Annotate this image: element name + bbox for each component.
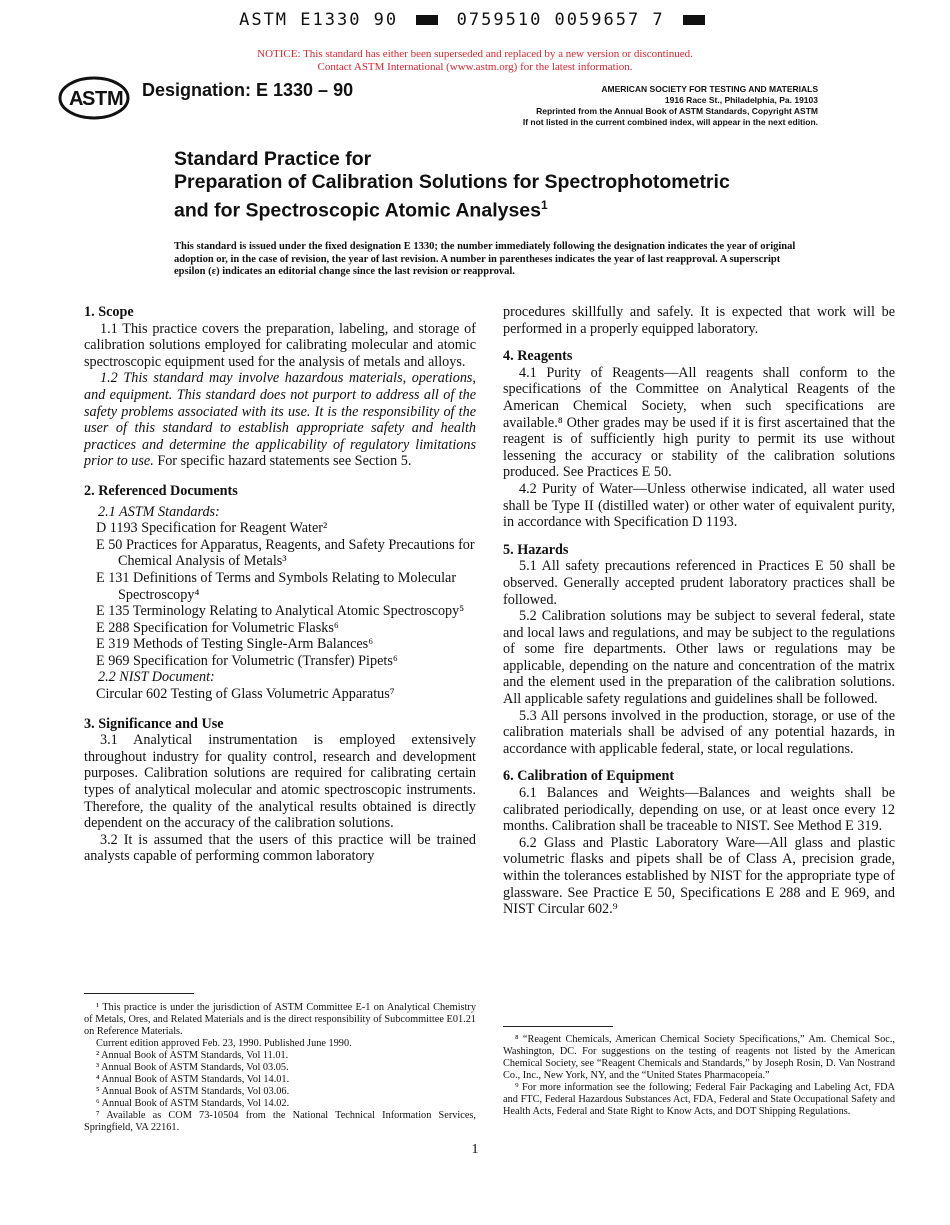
section-heading: 2. Referenced Documents <box>84 482 238 499</box>
footnote: ⁶ Annual Book of ASTM Standards, Vol 14.02. <box>96 1098 290 1109</box>
paragraph: 3.1 Analytical instrumentation is employed extensively throughout industry for quality control, research and development purposes. Calibration solutions are required for calibrating certain types of analytical molecular and atomic spectroscopic instruments. Therefore, the quality of the analytical results obtained is directly dependent on the accuracy of the calibration solutions. <box>84 732 476 832</box>
title-footnote-mark: 1 <box>541 198 548 212</box>
paragraph: 4.1 Purity of Reagents—All reagents shall conform to the specifications of the Committee on Analytical Reagents of the American Chemical Society, when such specifications are available.⁸ Other grades may be used if it is first ascertained that the reagent is of sufficiently high purity to permit its use without lessening the accuracy or stability of the calibration solutions produced. See Practices E 50. <box>503 364 895 481</box>
subsection-heading-text: 2.1 ASTM Standards: <box>98 503 220 520</box>
reference-item: D 1193 Specification for Reagent Water² <box>96 520 328 537</box>
footnote: ⁵ Annual Book of ASTM Standards, Vol 03.06. <box>96 1086 290 1097</box>
safety-paragraph <box>84 370 476 470</box>
footnote: ² Annual Book of ASTM Standards, Vol 11.01. <box>96 1050 289 1061</box>
title-line-1: Standard Practice for <box>174 148 372 170</box>
document-code-line <box>0 10 950 30</box>
reference-item: E 135 Terminology Relating to Analytical Atomic Spectroscopy⁵ <box>96 603 465 620</box>
svg-text:S: S <box>82 88 96 110</box>
section-heading: 1. Scope <box>84 304 134 320</box>
title-line-3-text: and for Spectroscopic Atomic Analyses <box>174 199 541 222</box>
document-code-right: 0759510 0059657 7 <box>456 10 665 30</box>
reference-item: E 319 Methods of Testing Single-Arm Balances⁶ <box>96 636 374 653</box>
svg-text:M: M <box>107 88 124 110</box>
section-heading: 3. Significance and Use <box>84 715 224 732</box>
designation: Designation: E 1330 – 90 <box>142 80 354 100</box>
paragraph: 6.1 Balances and Weights—Balances and weights shall be calibrated periodically, depending on use, or at least once every 12 months. Calibration shall be traceable to NIST. See Method E 319. <box>503 785 895 835</box>
footnote: ⁸ “Reagent Chemicals, American Chemical Society Specifications,” Am. Chemical Soc., Washington, DC. For suggestions on the testing of reagents not listed by the American Chemical Society, see “Reagent Chemicals and Standards,” by Joseph Rosin, D. Van Nostrand Co., Inc., New York, NY, and the “United States Pharmacopeia.” <box>503 1034 895 1081</box>
svg-text:T: T <box>95 88 108 110</box>
notice-line-2: Contact ASTM International (www.astm.org) for the latest information. <box>317 61 633 73</box>
publisher-line: AMERICAN SOCIETY FOR TESTING AND MATERIALS <box>601 84 818 94</box>
footnote: ⁷ Available as COM 73-10504 from the National Technical Information Services, Springfield, VA 22161. <box>84 1110 476 1133</box>
paragraph: 3.2 It is assumed that the users of this practice will be trained analysts capable of performing common laboratory <box>84 831 476 865</box>
barcode-block <box>416 15 438 25</box>
section-heading: 6. Calibration of Equipment <box>503 768 675 785</box>
right-footnotes <box>503 1034 895 1118</box>
paragraph: procedures skillfully and safely. It is expected that work will be performed in a properly equipped laboratory. <box>503 304 895 337</box>
subsection-heading <box>84 504 476 521</box>
astm-logo-icon <box>58 76 130 120</box>
right-column <box>503 304 895 918</box>
publisher-line: 1916 Race St., Philadelphia, Pa. 19103 <box>664 95 818 105</box>
footnote: ³ Annual Book of ASTM Standards, Vol 03.05. <box>96 1062 289 1073</box>
paragraph: 5.3 All persons involved in the production, storage, or use of the calibration materials shall be advised of any potential hazards, in accordance with applicable federal, state, or local regulations. <box>503 707 895 757</box>
publisher-line: If not listed in the current combined index, will appear in the next edition. <box>522 117 818 127</box>
safety-italic-text: 1.2 This standard may involve hazardous materials, operations, and equipment. This standard does not purport to address all of the safety problems associated with its use. It is the responsibility of the user of this standard to establish appropriate safety and health practices and determine the applicability of regulatory limitations prior to use. <box>84 370 476 470</box>
section-heading: 4. Reagents <box>503 348 573 365</box>
reference-item: Circular 602 Testing of Glass Volumetric Apparatus⁷ <box>96 686 395 703</box>
title-line-3 <box>174 194 730 223</box>
safety-tail-text: For specific hazard statements see Section 5. <box>153 453 412 470</box>
footnote-rule <box>503 1026 613 1027</box>
document-title <box>174 148 730 223</box>
paragraph: 4.2 Purity of Water—Unless otherwise indicated, all water used shall be Type II (distilled water) or other water of equivalent purity, in accordance with Specification D 1193. <box>503 480 895 531</box>
subsection-heading-text: 2.2 NIST Document: <box>98 669 215 686</box>
publisher-block <box>523 84 818 128</box>
reference-item: E 288 Specification for Volumetric Flasks⁶ <box>96 619 339 636</box>
issuance-note: This standard is issued under the fixed designation E 1330; the number immediately following the designation indicates the year of original adoption or, in the case of revision, the year of last revision. A number in parentheses indicates the year of last reapproval. A superscript epsilon (ε) indicates an editorial change since the last revision or reapproval. <box>174 241 796 277</box>
reference-item: E 131 Definitions of Terms and Symbols Relating to Molecular Spectroscopy⁴ <box>96 569 457 603</box>
section-heading: 5. Hazards <box>503 541 569 558</box>
left-footnotes <box>84 1002 476 1134</box>
document-code-left: ASTM E1330 90 <box>239 10 399 30</box>
left-column <box>84 304 476 865</box>
footnote: ⁴ Annual Book of ASTM Standards, Vol 14.01. <box>96 1074 290 1085</box>
paragraph: 5.2 Calibration solutions may be subject to several federal, state and local laws and regulations, and may be subject to the regulations of some fire departments. Other laws or regulations may be applicable, depending on the nature and concentration of the matrix and the element used in the preparation of the calibration solutions. All applicable safety regulations and guidelines shall be followed. <box>503 608 895 708</box>
publisher-line: Reprinted from the Annual Book of ASTM Standards, Copyright ASTM <box>536 106 818 116</box>
paragraph: 6.2 Glass and Plastic Laboratory Ware—All glass and plastic volumetric flasks and pipets shall be of Class A, precision grade, within the tolerances established by NIST for the appropriate type of glassware. See Practice E 50, Specifications E 288 and E 969, and NIST Circular 602.⁹ <box>503 834 895 918</box>
barcode-block-end <box>683 15 705 25</box>
paragraph: 5.1 All safety precautions referenced in Practices E 50 shall be observed. Generally accepted prudent laboratory practices shall be followed. <box>503 558 895 608</box>
footnote-rule <box>84 993 194 994</box>
svg-text:A: A <box>69 88 84 110</box>
supersede-notice <box>0 48 950 74</box>
page-number: 1 <box>471 1142 479 1157</box>
footnote: Current edition approved Feb. 23, 1990. Published June 1990. <box>96 1038 352 1049</box>
reference-item: E 50 Practices for Apparatus, Reagents, and Safety Precautions for Chemical Analysis of Metals³ <box>96 536 475 570</box>
title-line-2: Preparation of Calibration Solutions for Spectrophotometric <box>174 171 730 193</box>
notice-line-1: NOTICE: This standard has either been superseded and replaced by a new version or discontinued. <box>257 48 693 60</box>
paragraph: 1.1 This practice covers the preparation, labeling, and storage of calibration solutions employed for calibrating molecular and atomic spectroscopic equipment used for the analysis of metals and alloys. <box>84 320 476 370</box>
subsection-heading <box>84 669 476 686</box>
footnote: ⁹ For more information see the following; Federal Fair Packaging and Labeling Act, FDA and FTC, Federal Hazardous Substances Act, FDA, Federal and State Occupational Safety and Health Acts, Federal and State Right to Know Acts, and DOT Shipping Regulations. <box>503 1082 895 1117</box>
reference-item: E 969 Specification for Volumetric (Transfer) Pipets⁶ <box>96 652 398 669</box>
footnote: ¹ This practice is under the jurisdiction of ASTM Committee E-1 on Analytical Chemistry of Metals, Ores, and Related Materials and is the direct responsibility of Subcommittee E01.21 on Reference Materials. <box>84 1002 476 1037</box>
